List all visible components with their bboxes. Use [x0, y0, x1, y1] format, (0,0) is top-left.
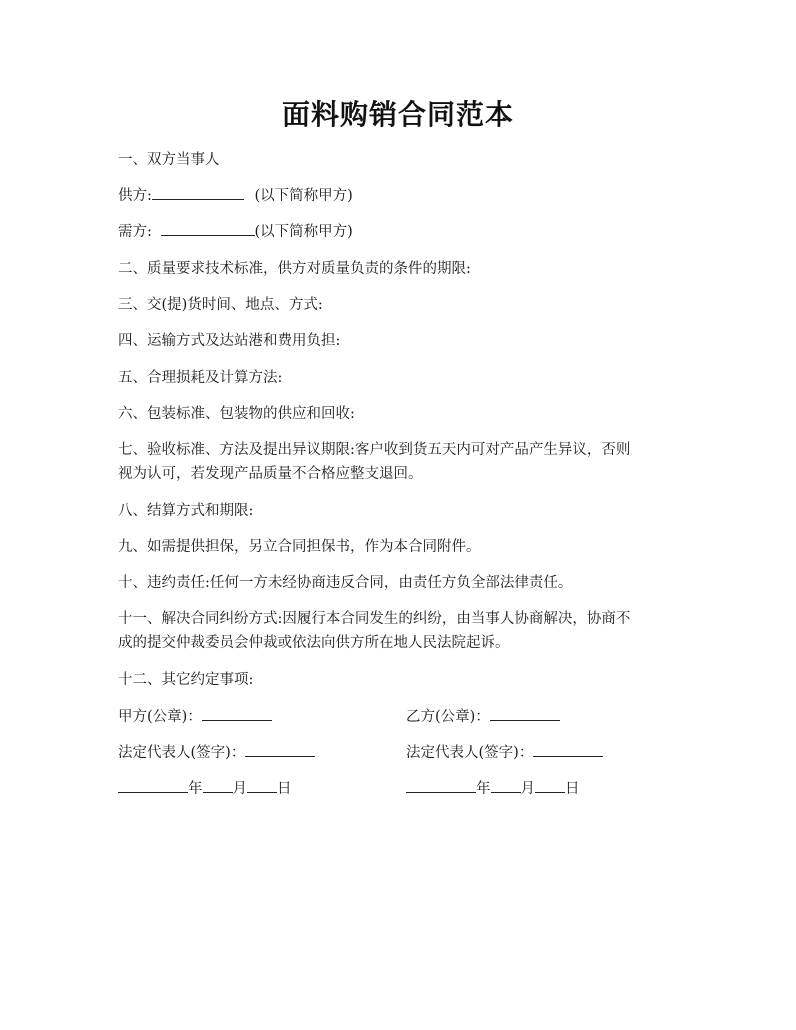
section-2: 二、质量要求技术标准，供方对质量负责的条件的期限: [118, 261, 471, 277]
supplier-note: (以下简称甲方) [254, 188, 353, 204]
section-11-line-1: 十一、解决合同纠纷方式:因履行本合同发生的纠纷，由当事人协商解决，协商不 [118, 611, 631, 627]
buyer-blank [161, 221, 255, 236]
supplier-blank [152, 185, 244, 200]
rep-sign-a-label: 法定代表人(签字)： [118, 745, 246, 761]
party-b-seal-line [406, 705, 560, 729]
page-title: 面料购销合同范本 [281, 98, 514, 131]
section-4: 四、运输方式及达站港和费用负担: [118, 333, 341, 349]
supplier-label: 供方: [118, 188, 152, 204]
party-a-seal-label: 甲方(公章)： [118, 709, 202, 725]
party-b-seal-label: 乙方(公章)： [406, 709, 490, 725]
buyer-label: 需方: [118, 224, 152, 240]
rep-sign-b-blank [533, 742, 603, 757]
section-9: 九、如需提供担保，另立合同担保书，作为本合同附件。 [118, 539, 481, 555]
rep-sign-a-line [118, 741, 315, 765]
section-10: 十、违约责任:任何一方未经协商违反合同，由责任方负全部法律责任。 [118, 575, 573, 591]
month-blank-a [203, 778, 233, 793]
rep-sign-b-label: 法定代表人(签字)： [406, 745, 534, 761]
day-blank-b [535, 778, 565, 793]
rep-sign-a-blank [245, 742, 315, 757]
year-label-a: 年 [188, 781, 203, 797]
year-blank-a [118, 778, 188, 793]
month-label-a: 月 [232, 781, 247, 797]
date-line-b [406, 777, 580, 801]
supplier-line [118, 184, 678, 208]
rep-sign-b-line [406, 741, 603, 765]
date-line-a [118, 777, 292, 801]
section-7-line-1: 七、验收标准、方法及提出异议期限:客户收到货五天内可对产品产生异议，否则 [118, 442, 631, 458]
party-a-seal-blank [202, 706, 272, 721]
section-7-line-2: 视为认可，若发现产品质量不合格应整支退回。 [118, 466, 423, 482]
section-parties: 一、双方当事人 [118, 152, 220, 168]
section-5: 五、合理损耗及计算方法: [118, 370, 283, 386]
year-blank-b [406, 778, 476, 793]
section-8: 八、结算方式和期限: [118, 503, 254, 519]
year-label-b: 年 [476, 781, 491, 797]
day-label-b: 日 [565, 781, 580, 797]
party-b-seal-blank [490, 706, 560, 721]
day-label-a: 日 [277, 781, 292, 797]
month-blank-b [491, 778, 521, 793]
buyer-line [118, 220, 678, 244]
month-label-b: 月 [520, 781, 535, 797]
day-blank-a [247, 778, 277, 793]
section-11-line-2: 成的提交仲裁委员会仲裁或依法向供方所在地人民法院起诉。 [118, 635, 510, 651]
party-a-seal-line [118, 705, 272, 729]
section-12: 十二、其它约定事项: [118, 672, 254, 688]
buyer-note: (以下简称甲方) [254, 224, 353, 240]
section-6: 六、包装标准、包装物的供应和回收: [118, 406, 355, 422]
section-3: 三、交(提)货时间、地点、方式: [118, 297, 323, 313]
